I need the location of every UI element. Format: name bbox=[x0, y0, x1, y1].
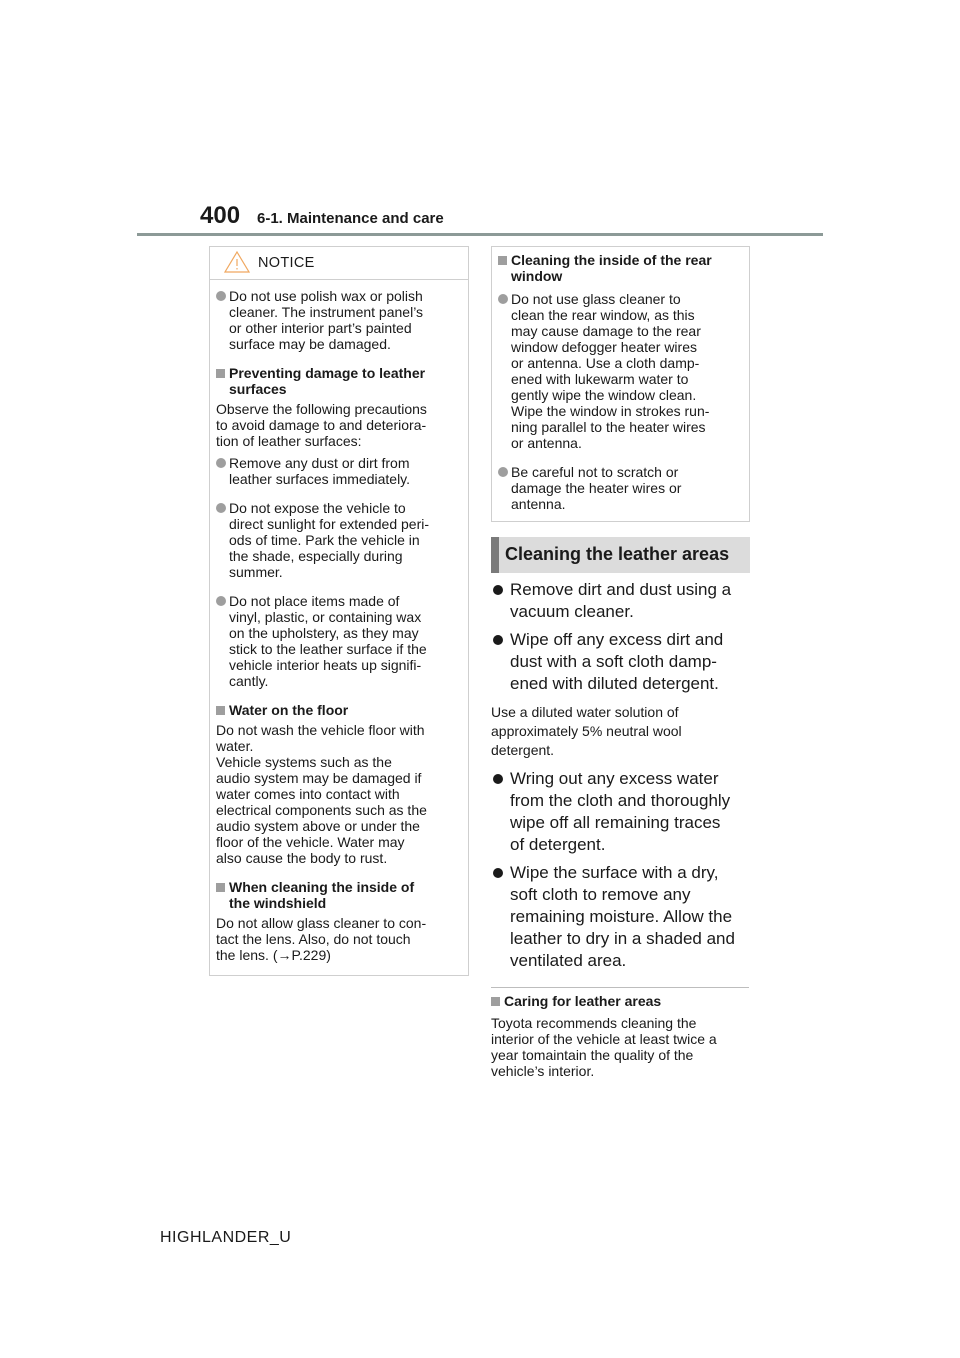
bullet-dot bbox=[498, 467, 508, 477]
windshield-text: Do not allow glass cleaner to con- tact the lens. Also, do not touch the lens. (→P.229) bbox=[216, 915, 462, 963]
square-marker bbox=[498, 256, 507, 265]
bullet-remove-dust: Remove any dust or dirt from leather surfaces immediately. bbox=[216, 455, 462, 487]
caring-section bbox=[491, 993, 753, 1079]
bullet-vinyl-items: Do not place items made of vinyl, plastic, or containing wax on the upholstery, as they may stick to the leather surface if the vehicle interior heats up signifi- cantly. bbox=[216, 593, 462, 689]
square-marker bbox=[216, 883, 225, 892]
bullet-dot bbox=[493, 774, 503, 784]
water-text: Do not wash the vehicle floor with water. Vehicle systems such as the audio system may be damaged if water comes into contact with electrical components such as the audio system above or under the floor of the vehicle. Water may also cause the body to rust. bbox=[216, 722, 427, 866]
leather-intro: Observe the following precautions to avoid damage to and deteriora- tion of leather surfaces: bbox=[216, 401, 427, 449]
caring-text: Toyota recommends cleaning the interior of the vehicle at least twice a year tomaintain the quality of the vehicle’s interior. bbox=[491, 1015, 717, 1079]
page-reference-link[interactable]: the lens. (→P.229) bbox=[216, 947, 331, 963]
step-vacuum: Remove dirt and dust using a vacuum cleaner. bbox=[491, 579, 753, 623]
header-rule bbox=[137, 233, 823, 236]
step-dry-cloth: Wipe the surface with a dry, soft cloth to remove any remaining moisture. Allow the leather to dry in a shaded and ventilated area. bbox=[491, 862, 753, 972]
notice-box bbox=[209, 246, 469, 976]
leather-section-title: Cleaning the leather areas bbox=[505, 544, 730, 564]
bullet-dot bbox=[493, 868, 503, 878]
heading-caring-leather: Caring for leather areas bbox=[491, 993, 753, 1009]
heading-leather-damage: Preventing damage to leather surfaces bbox=[216, 365, 462, 397]
square-marker bbox=[216, 706, 225, 715]
heading-rear-window: Cleaning the inside of the rear window bbox=[498, 252, 743, 284]
bullet-dot bbox=[493, 585, 503, 595]
bullet-polish-wax: Do not use polish wax or polish cleaner. The instrument panel’s or other interior part’s painted surface may be damaged. bbox=[216, 288, 462, 352]
step-wring-out: Wring out any excess water from the cloth and thoroughly wipe off all remaining traces of detergent. bbox=[491, 768, 753, 856]
leather-steps-a bbox=[491, 579, 753, 972]
notice-content bbox=[210, 288, 468, 963]
square-marker bbox=[216, 369, 225, 378]
heading-water-floor: Water on the floor bbox=[216, 702, 462, 718]
rear-window-content bbox=[492, 252, 749, 512]
rear-window-box bbox=[491, 246, 750, 522]
bullet-dot bbox=[216, 596, 226, 606]
square-marker bbox=[491, 997, 500, 1006]
notice-header bbox=[210, 247, 468, 280]
banner-accent-bar bbox=[491, 537, 499, 573]
warning-triangle-icon bbox=[224, 251, 250, 273]
page-number: 400 bbox=[200, 202, 241, 229]
bullet-dot bbox=[216, 291, 226, 301]
footer-model: HIGHLANDER_U bbox=[160, 1229, 292, 1246]
notice-label: NOTICE bbox=[258, 255, 315, 271]
bullet-dot bbox=[216, 458, 226, 468]
bullet-no-glass-cleaner: Do not use glass cleaner to clean the rear window, as this may cause damage to the rear window defogger heater wires or antenna. Use a cloth damp- ened with lukewarm water to gently wipe the window clean. Wipe the window in strokes run- ning parallel to the heater wires or antenna. bbox=[498, 291, 743, 451]
bullet-dot bbox=[216, 503, 226, 513]
bullet-sunlight: Do not expose the vehicle to direct sunlight for extended peri- ods of time. Park the vehicle in the shade, especially during summer. bbox=[216, 500, 462, 580]
detergent-note: Use a diluted water solution of approximately 5% neutral wool detergent. bbox=[491, 704, 682, 758]
leather-section-banner bbox=[491, 537, 750, 573]
bullet-careful-scratch: Be careful not to scratch or damage the heater wires or antenna. bbox=[498, 464, 743, 512]
heading-windshield: When cleaning the inside of the windshield bbox=[216, 879, 462, 911]
section-divider bbox=[491, 987, 749, 988]
bullet-dot bbox=[498, 294, 508, 304]
bullet-dot bbox=[493, 635, 503, 645]
section-title: 6-1. Maintenance and care bbox=[257, 210, 444, 227]
step-wipe-excess: Wipe off any excess dirt and dust with a soft cloth damp- ened with diluted detergent. bbox=[491, 629, 753, 695]
